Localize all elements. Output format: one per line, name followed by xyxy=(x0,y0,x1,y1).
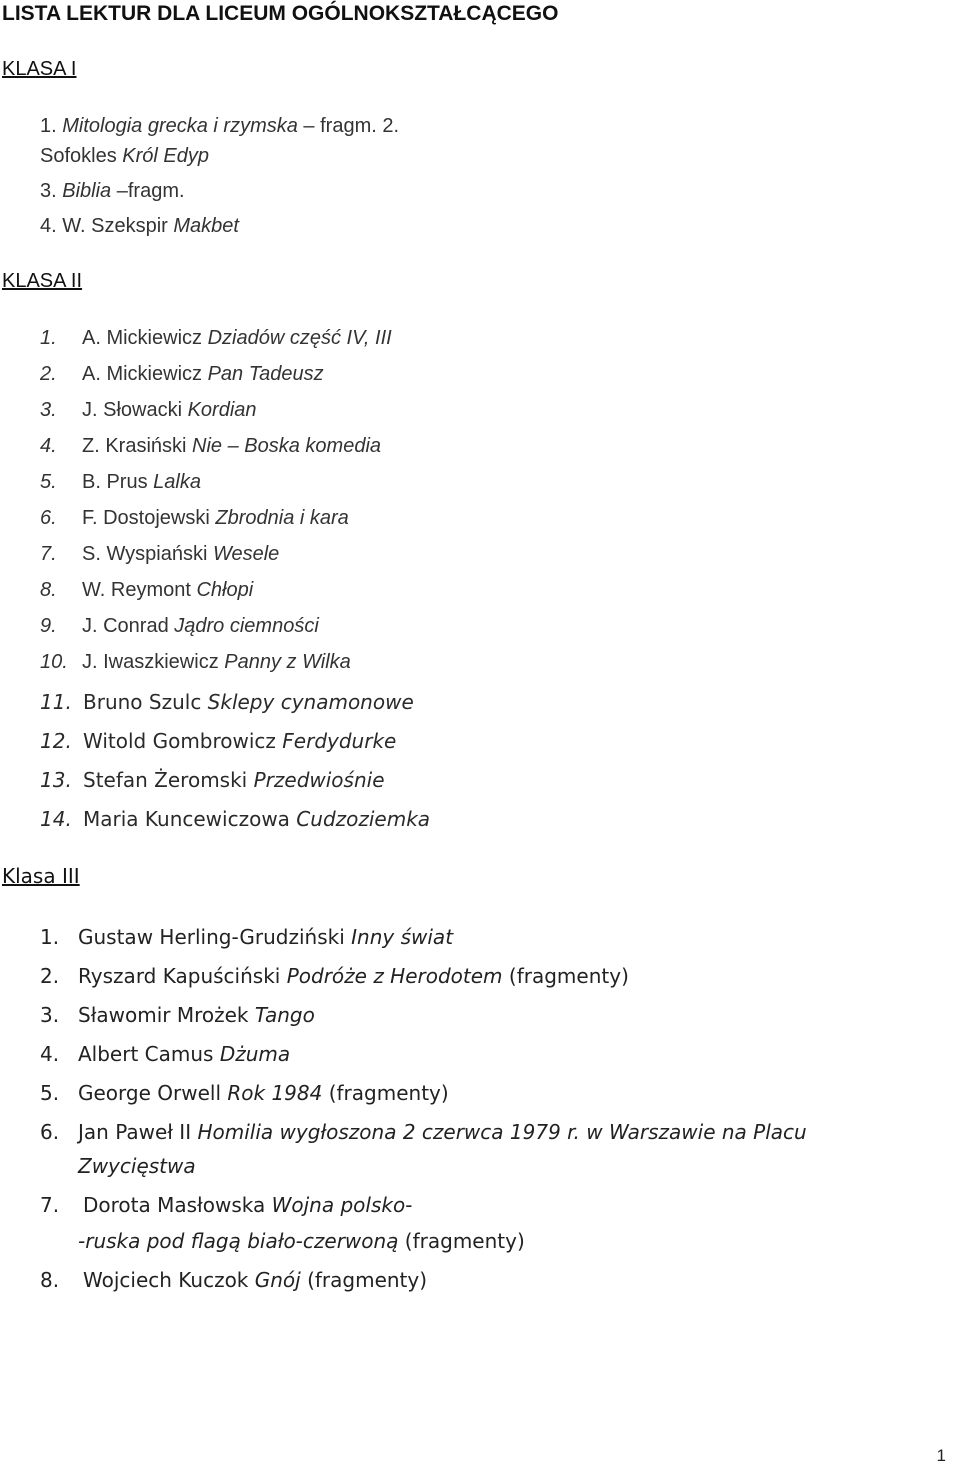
klasa-2-item xyxy=(40,363,324,386)
klasa-3-item xyxy=(40,1268,427,1292)
item-number: 11. xyxy=(40,690,72,714)
item-number: 13. xyxy=(40,768,72,792)
item-number: 14. xyxy=(40,807,72,831)
book-title: Wojna polsko- xyxy=(271,1193,413,1217)
item-number: 6. xyxy=(40,507,57,529)
item-number: 9. xyxy=(40,615,57,637)
book-title: Gnój xyxy=(254,1268,301,1292)
klasa-3-item xyxy=(40,1003,315,1027)
item-number: 1. xyxy=(40,115,57,137)
klasa-3-item xyxy=(40,964,629,988)
book-title: Jądro ciemności xyxy=(174,615,319,637)
klasa-3-item-continuation xyxy=(78,1154,196,1178)
book-title: Nie – Boska komedia xyxy=(192,435,382,457)
klasa-1-line-4 xyxy=(40,215,239,238)
book-title: Wesele xyxy=(212,543,280,565)
item-tail: (fragmenty) xyxy=(398,1229,525,1253)
book-author: W. Szekspir xyxy=(62,215,174,237)
book-author: Jan Paweł II xyxy=(78,1120,198,1144)
book-title: Inny świat xyxy=(351,925,454,949)
item-number: 3. xyxy=(40,1003,60,1027)
book-author: Ryszard Kapuściński xyxy=(78,964,287,988)
book-title: Kordian xyxy=(187,399,257,421)
klasa-2-item xyxy=(40,507,349,530)
book-title: Mitologia grecka i rzymska xyxy=(62,115,298,137)
klasa-1-line-3 xyxy=(40,180,185,203)
document-title: LISTA LEKTUR DLA LICEUM OGÓLNOKSZTAŁCĄCEGO xyxy=(2,2,559,25)
klasa-2-item xyxy=(40,768,385,792)
book-title: Dziadów część IV, III xyxy=(207,327,392,349)
book-author: Stefan Żeromski xyxy=(83,768,254,792)
item-tail: (fragmenty) xyxy=(300,1268,428,1292)
klasa-2-item xyxy=(40,615,319,638)
item-number: 4. xyxy=(40,215,57,237)
klasa-2-item xyxy=(40,471,201,494)
book-title: Zbrodnia i kara xyxy=(215,507,349,529)
book-author: Z. Krasiński xyxy=(82,435,193,457)
book-author: Maria Kuncewiczowa xyxy=(83,807,297,831)
item-tail: –fragm. xyxy=(111,180,185,202)
klasa-2-item xyxy=(40,399,257,422)
klasa-3-item xyxy=(40,925,453,949)
book-title: Król Edyp xyxy=(122,145,209,167)
klasa-2-item xyxy=(40,729,396,753)
klasa-3-item xyxy=(40,1193,412,1217)
item-number: 7. xyxy=(40,543,57,565)
section-heading-klasa-1: KLASA I xyxy=(2,58,77,80)
book-author: Sofokles xyxy=(40,145,123,167)
item-number: 1. xyxy=(40,327,57,349)
book-title: Dżuma xyxy=(219,1042,291,1066)
klasa-3-item-continuation xyxy=(78,1229,525,1253)
book-author: George Orwell xyxy=(78,1081,228,1105)
book-title: Cudzoziemka xyxy=(296,807,431,831)
item-number: 7. xyxy=(40,1193,60,1217)
klasa-2-item xyxy=(40,327,392,350)
klasa-2-item xyxy=(40,807,430,831)
book-title: -ruska pod flagą biało-czerwoną xyxy=(78,1229,399,1253)
book-author: S. Wyspiański xyxy=(82,543,213,565)
item-number: 8. xyxy=(40,1268,60,1292)
book-title: Sklepy cynamonowe xyxy=(207,690,414,714)
book-author: Bruno Szulc xyxy=(83,690,208,714)
book-author: J. Conrad xyxy=(82,615,175,637)
item-number: 2. xyxy=(40,363,57,385)
book-author: Wojciech Kuczok xyxy=(83,1268,255,1292)
book-title: Biblia xyxy=(62,180,112,202)
book-title: Homilia wygłoszona 2 czerwca 1979 r. xyxy=(197,1120,580,1144)
book-author: J. Iwaszkiewicz xyxy=(82,651,225,673)
book-title: Przedwiośnie xyxy=(253,768,385,792)
item-number: 10. xyxy=(40,651,68,673)
item-number: 4. xyxy=(40,1042,60,1066)
klasa-2-item xyxy=(40,435,381,458)
book-title: Chłopi xyxy=(196,579,254,601)
book-title: Podróże z Herodotem xyxy=(286,964,503,988)
book-title: Tango xyxy=(254,1003,315,1027)
book-author: Sławomir Mrożek xyxy=(78,1003,255,1027)
book-title: Pan Tadeusz xyxy=(207,363,324,385)
item-tail: (fragmenty) xyxy=(322,1081,449,1105)
book-title: Zwycięstwa xyxy=(78,1154,196,1178)
item-tail: – fragm. 2. xyxy=(297,115,400,137)
klasa-1-line-1 xyxy=(40,115,399,138)
section-heading-klasa-2: KLASA II xyxy=(2,270,83,292)
item-number: 4. xyxy=(40,435,57,457)
klasa-2-item xyxy=(40,579,253,602)
item-number: 5. xyxy=(40,1081,60,1105)
item-tail: (fragmenty) xyxy=(502,964,629,988)
item-number: 12. xyxy=(40,729,72,753)
book-title: Lalka xyxy=(153,471,201,493)
book-author: A. Mickiewicz xyxy=(82,363,208,385)
klasa-3-item xyxy=(40,1042,290,1066)
section-heading-klasa-3: Klasa III xyxy=(2,864,80,888)
klasa-2-item xyxy=(40,651,351,674)
book-author: Witold Gombrowicz xyxy=(83,729,283,753)
item-number: 2. xyxy=(40,964,60,988)
page-number: 1 xyxy=(936,1446,946,1465)
book-title: Ferdydurke xyxy=(282,729,397,753)
item-number: 3. xyxy=(40,399,57,421)
item-number: 6. xyxy=(40,1120,60,1144)
item-number: 1. xyxy=(40,925,60,949)
klasa-2-item xyxy=(40,690,414,714)
book-author: A. Mickiewicz xyxy=(82,327,208,349)
book-author: J. Słowacki xyxy=(82,399,188,421)
klasa-3-item xyxy=(40,1081,449,1105)
book-author: Dorota Masłowska xyxy=(83,1193,272,1217)
item-number: 5. xyxy=(40,471,57,493)
item-tail: w Warszawie na Placu xyxy=(579,1120,807,1144)
item-number: 8. xyxy=(40,579,57,601)
klasa-2-item xyxy=(40,543,279,566)
book-author: W. Reymont xyxy=(82,579,197,601)
item-number: 3. xyxy=(40,180,57,202)
book-author: Gustaw Herling-Grudziński xyxy=(78,925,352,949)
klasa-1-line-2 xyxy=(40,145,209,168)
book-author: F. Dostojewski xyxy=(82,507,216,529)
klasa-3-item xyxy=(40,1120,807,1144)
book-title: Makbet xyxy=(173,215,239,237)
book-author: B. Prus xyxy=(82,471,154,493)
book-title: Rok 1984 xyxy=(227,1081,323,1105)
book-title: Panny z Wilka xyxy=(224,651,351,673)
book-author: Albert Camus xyxy=(78,1042,220,1066)
